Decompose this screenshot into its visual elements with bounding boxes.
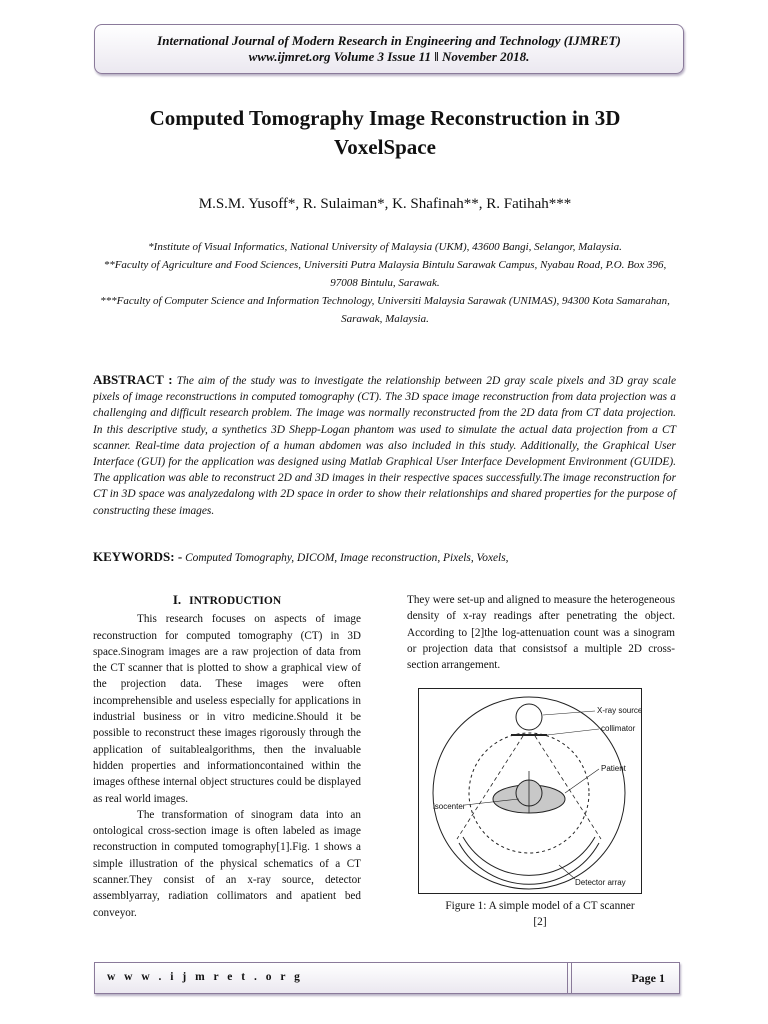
journal-header [94,24,684,74]
keywords-label: KEYWORDS: - [93,549,183,564]
xray-source-leader [543,711,595,715]
journal-name: International Journal of Modern Research in Engineering and Technology (IJMRET) [157,33,621,48]
patient-label: Patient [601,764,626,773]
abstract-label: ABSTRACT : [93,372,173,387]
right-column [407,592,675,673]
figure-caption-line-2: [2] [533,916,547,928]
keywords [93,549,676,565]
paper-title [90,104,680,162]
ct-scanner-diagram [419,689,641,893]
abstract [93,372,676,519]
affiliations [92,238,678,328]
page-footer [94,962,680,994]
left-column [93,592,361,921]
footer-divider [567,963,572,993]
title-line-1: Computed Tomography Image Reconstruction in 3D [149,106,621,130]
figure-caption [410,898,670,930]
affiliation-2: **Faculty of Agriculture and Food Sciences, Universiti Putra Malaysia Bintulu Sarawak Campus, Nyabau Road, P.O. Box 396, 97008 Bintulu, Sarawak. [103,259,667,289]
title-line-2: VoxelSpace [334,135,436,159]
abstract-text: The aim of the study was to investigate the relationship between 2D gray scale pixels and 3D gray scale pixels of image reconstructions in computed tomography (CT). The 3D space image reconstruction from data projection was a challenging and difficult research problem. The image was normally reconstructed from the 2D data from CT data projection. In this descriptive study, a synthetics 3D Shepp-Logan phantom was used to simulate the actual data projection from a CT scanner. Real-time data projection of a human abdomen was also included in this study. Additionally, the Graphical User Interface (GUI) for the application was designed using Matlab Graphical User Interface Development Environment (GUIDE). The application was able to reconstruct 2D and 3D images in their respective spaces successfully.The image reconstruction for CT in 3D space was analyzedalong with 2D space in order to show their relationships and shared properties for the purpose of constructing these images. [93,375,676,517]
journal-issue: www.ijmret.org Volume 3 Issue 11 ǁ November 2018. [248,49,530,64]
detector-array-label: Detector array [575,878,626,887]
collimator-leader [547,729,599,735]
affiliation-1: *Institute of Visual Informatics, National University of Malaysia (UKM), 43600 Bangi, Selangor, Malaysia. [148,241,622,253]
section-number: I. [172,592,182,607]
section-heading [93,592,361,609]
keywords-text: Computed Tomography, DICOM, Image reconstruction, Pixels, Voxels, [185,552,509,564]
ct-scanner-figure [418,688,642,894]
affiliation-3: ***Faculty of Computer Science and Information Technology, Universiti Malaysia Sarawak (UNIMAS), 94300 Kota Samarahan, Sarawak, Malaysia. [100,295,670,325]
collimator-label: collimator [601,724,636,733]
page-number: Page 1 [631,971,665,985]
intro-paragraph-2: The transformation of sinogram data into an ontological cross-section image is often labeled as image reconstruction in computed tomography[1].Fig. 1 shows a simple illustration of the physical schematics of a CT scanner.They consist of an x-ray source, detector assemblyarray, radiation collimators and apatient bed conveyor. [93,808,361,919]
intro-paragraph-3: They were set-up and aligned to measure the heterogeneous density of x-ray readings after penetrating the object. According to [2]the log-attenuation count was a sinogram or projection data that consistsof a multiple 2D cross-section arrangement. [407,594,675,672]
footer-url: w w w . i j m r e t . o r g [107,971,303,983]
section-title: INTRODUCTION [189,595,282,607]
xray-source-shape [516,704,542,730]
isocenter-label: isocenter [433,802,466,811]
authors: M.S.M. Yusoff*, R. Sulaiman*, K. Shafinah**, R. Fatihah*** [198,196,572,212]
figure-caption-line-1: Figure 1: A simple model of a CT scanner [445,900,635,912]
intro-paragraph-1: This research focuses on aspects of image reconstruction for computed tomography (CT) in 3D space.Sinogram images are a raw projection of data from the CT scanner that is plotted to show a graphical view of the projection data. These images were often incomprehensible and useless especially for applications in industrial business or in vitro medicine.Should it be possible to reconstruct these images rigorously through the application of suitablealgorithms, then the invaluable hidden properties and informationcontained within the images ofthese internal object structures could be displayed as real world images. [93,613,361,805]
patient-leader [565,769,599,793]
xray-source-label: X-ray source [597,706,641,715]
